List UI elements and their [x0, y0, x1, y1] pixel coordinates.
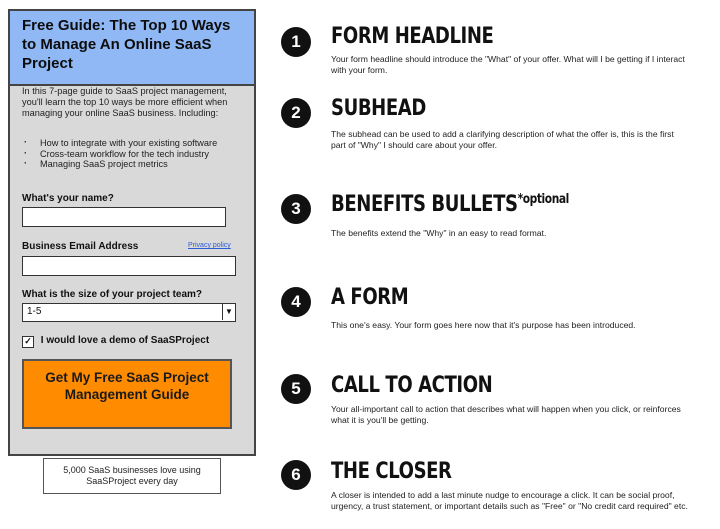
- annotation-text: The benefits extend the "Why" in an easy to read format.: [331, 228, 547, 238]
- form-headline: Free Guide: The Top 10 Ways to Manage An Online SaaS Project: [22, 17, 231, 72]
- step-number-badge: 5: [281, 374, 311, 404]
- annotation-text: Your form headline should introduce the "What" of your offer. What will I be getting if I interact with your form.: [331, 54, 685, 75]
- benefit-item: · Managing SaaS project metrics: [22, 159, 244, 170]
- annotation-title: FORM HEADLINE: [331, 24, 494, 49]
- team-size-label: What is the size of your project team?: [22, 289, 203, 300]
- annotation-title: CALL TO ACTION: [331, 373, 493, 398]
- email-label: Business Email Address: [22, 241, 139, 252]
- annotation-title: A FORM: [331, 285, 409, 310]
- annotation-title: [331, 192, 569, 217]
- demo-checkbox-row[interactable]: [22, 335, 209, 348]
- step-number-badge: 1: [281, 27, 311, 57]
- team-size-select[interactable]: [22, 303, 236, 322]
- annotation-text: Your all-important call to action that describes what will happen when you click, or reinforces what it is you'll be getting.: [331, 404, 681, 425]
- annotation-title-main: BENEFITS BULLETS: [331, 192, 518, 217]
- annotation-text: A closer is intended to add a last minute nudge to encourage a click. It can be social proof, urgency, a trust statement, or important details such as "Free" or "No credit card required" etc.: [331, 490, 688, 511]
- annotation-title: SUBHEAD: [331, 96, 426, 121]
- team-size-value: 1-5: [27, 306, 42, 317]
- step-number-badge: 2: [281, 98, 311, 128]
- privacy-policy-link[interactable]: Privacy policy: [188, 242, 231, 249]
- step-number-badge: 6: [281, 460, 311, 490]
- cta-button[interactable]: Get My Free SaaS Project Management Guide: [22, 359, 232, 429]
- demo-checkbox[interactable]: ✓: [22, 336, 34, 348]
- benefit-item: · How to integrate with your existing software: [22, 138, 244, 149]
- benefit-item: · Cross-team workflow for the tech industry: [22, 149, 244, 160]
- annotation-text: This one's easy. Your form goes here now that it's purpose has been introduced.: [331, 320, 636, 330]
- annotation-title: THE CLOSER: [331, 459, 452, 484]
- name-input[interactable]: [22, 207, 226, 227]
- benefits-list: [22, 138, 244, 170]
- demo-checkbox-label: I would love a demo of SaaSProject: [40, 335, 210, 346]
- form-subhead: In this 7-page guide to SaaS project management, you'll learn the top 10 ways be more efficient when managing your online SaaS business. Including:: [22, 86, 228, 118]
- annotation-text: The subhead can be used to add a clarifying description of what the offer is, this is the first part of "Why" I should care about your offer.: [331, 129, 674, 150]
- closer-box: 5,000 SaaS businesses love using SaaSProject every day: [43, 458, 221, 494]
- name-label: What's your name?: [22, 193, 114, 204]
- step-number-badge: 4: [281, 287, 311, 317]
- form-header: [10, 11, 254, 86]
- step-number-badge: 3: [281, 194, 311, 224]
- dropdown-arrow-icon[interactable]: ▼: [222, 304, 235, 320]
- email-input[interactable]: [22, 256, 236, 276]
- annotation-title-suffix: *optional: [517, 192, 569, 207]
